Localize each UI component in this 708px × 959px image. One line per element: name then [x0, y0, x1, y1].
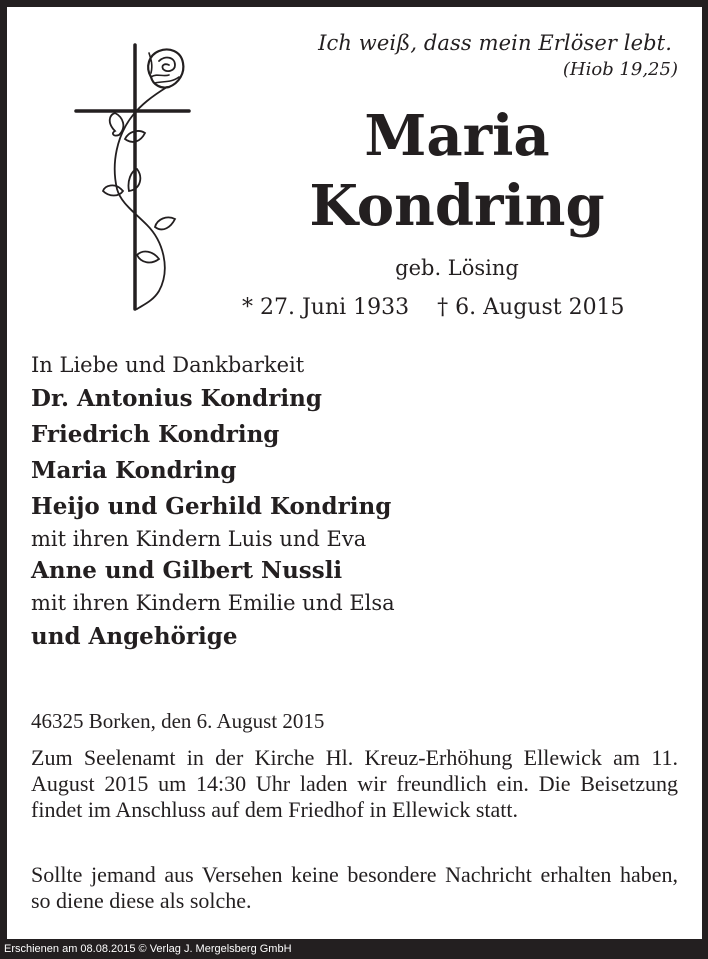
mourner-children-line: mit ihren Kindern Emilie und Elsa: [31, 591, 395, 615]
mourners-list: [31, 351, 395, 655]
cross-with-rose-icon: [71, 43, 191, 311]
mourner-line: und Angehörige: [31, 623, 238, 650]
mourner-children-line: mit ihren Kindern Luis und Eva: [31, 527, 367, 551]
mourner-line: Heijo und Gerhild Kondring: [31, 493, 392, 520]
deceased-last-name: Kondring: [309, 173, 605, 239]
service-paragraph: Zum Seelenamt in der Kirche Hl. Kreuz-Erhöhung Ellewick am 11. August 2015 um 14:30 Uhr laden wir freundlich ein. Die Beisetzung findet im Anschluss auf dem Friedhof in Ellewick statt.: [31, 745, 678, 822]
bible-quote-reference: (Hiob 19,25): [562, 59, 678, 80]
notice-paragraph: Sollte jemand aus Versehen keine besondere Nachricht erhalten haben, so diene diese als solche.: [31, 862, 678, 913]
mourner-line: Maria Kondring: [31, 457, 237, 484]
mourner-line: Friedrich Kondring: [31, 421, 280, 448]
death-date: † 6. August 2015: [437, 295, 625, 320]
deceased-first-name: Maria: [364, 103, 550, 169]
place-and-date: 46325 Borken, den 6. August 2015: [31, 709, 325, 733]
birth-name: geb. Lösing: [395, 256, 519, 280]
publication-footer: Erschienen am 08.08.2015 © Verlag J. Mergelsberg GmbH: [4, 943, 292, 955]
mourner-line: Anne und Gilbert Nussli: [31, 557, 343, 584]
birth-date: * 27. Juni 1933: [242, 295, 410, 320]
mourners-intro: In Liebe und Dankbarkeit: [31, 353, 305, 377]
obituary-notice: [7, 7, 702, 939]
bible-quote: Ich weiß, dass mein Erlöser lebt.: [318, 31, 672, 55]
mourner-line: Dr. Antonius Kondring: [31, 385, 322, 412]
life-dates: [242, 295, 625, 320]
